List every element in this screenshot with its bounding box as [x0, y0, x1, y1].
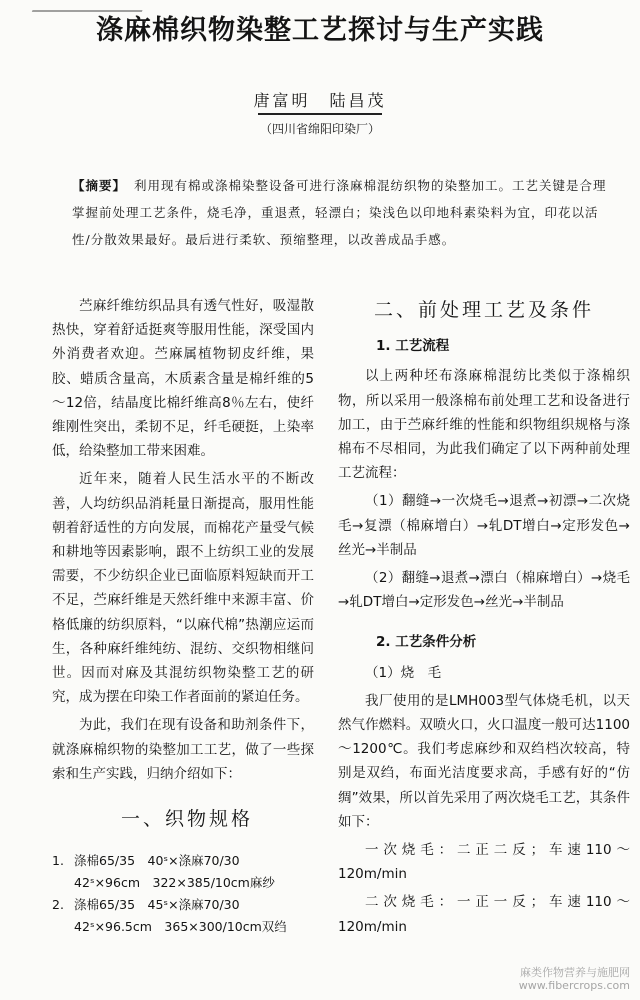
- right-column: [338, 294, 630, 943]
- spec-item: [52, 850, 322, 894]
- item-heading: （1）烧 毛: [365, 664, 442, 681]
- body-paragraph: 我厂使用的是LMH003型气体烧毛机，以天然气作燃料。双喷火口，火口温度一般可达1100～1200℃。我们考虑麻纱和双绉档次较高，特别是双绉，布面光洁度要求高，手感有好的“仿绸”效果，所以首先采用了两次烧毛工艺，其条件如下：: [338, 692, 630, 830]
- process-flow: （2）翻缝→退煮→漂白（棉麻增白）→烧毛→轧DT增白→定形发色→丝光→半制品: [338, 570, 630, 611]
- subsection-heading: 2. 工艺条件分析: [376, 634, 477, 651]
- spec-line: 42ˢ×96cm 322×385/10cm麻纱: [74, 875, 275, 890]
- abstract-block: [72, 172, 612, 253]
- spec-number: 2.: [52, 897, 64, 912]
- section-fabric-spec: [52, 808, 322, 938]
- author-affiliation: （四川省绵阳印染厂）: [259, 122, 380, 136]
- author-underline: [258, 113, 382, 115]
- section-heading: 一、织物规格: [120, 808, 253, 830]
- condition-line: 二次烧毛：一正一反；车速110～120m/min: [338, 894, 630, 935]
- spec-number: 1.: [52, 853, 64, 868]
- condition-line: 一次烧毛：二正二反；车速110～120m/min: [338, 842, 630, 883]
- spec-item: [52, 894, 322, 938]
- left-column: [52, 294, 314, 790]
- subsection-heading: 1. 工艺流程: [376, 338, 450, 355]
- section-heading: 二、前处理工艺及条件: [373, 299, 594, 321]
- body-paragraph: 近年来，随着人民生活水平的不断改善，人均纺织品消耗量日渐提高，服用性能朝着舒适性的方向发展，而棉花产量受气候和耕地等因素影响，跟不上纺织工业的发展需要，不少纺织企业已面临原料短缺而开工不足，苎麻纤维是天然纤维中来源丰富、价格低廉的纺织原料，“以麻代棉”热潮应运而生，各种麻纤维纯纺、混纺、交织物相继问世。因而对麻及其混纺织物染整工艺的研究，成为摆在印染工作者面前的紧迫任务。: [52, 471, 314, 706]
- spec-line: 涤棉65/35 40ˢ×涤麻70/30: [74, 853, 240, 868]
- paper-title: 涤麻棉织物染整工艺探讨与生产实践: [96, 15, 544, 46]
- site-watermark: [519, 966, 630, 992]
- body-paragraph: 为此，我们在现有设备和助剂条件下，就涤麻棉织物的染整加工工艺，做了一些探索和生产实践，归纳介绍如下：: [52, 717, 314, 782]
- abstract-text: 利用现有棉或涤棉染整设备可进行涤麻棉混纺织物的染整加工。工艺关键是合理掌握前处理工艺条件，烧毛净，重退煮，轻漂白；染浅色以印地科素染料为宜，印花以活性/分散效果最好。最后进行柔软、预缩整理，以改善成品手感。: [72, 178, 607, 247]
- process-flow: （1）翻缝→一次烧毛→退煮→初漂→二次烧毛→复漂（棉麻增白）→轧DT增白→定形发色→丝光→半制品: [338, 493, 630, 558]
- author-names: 唐富明 陆昌茂: [253, 91, 387, 110]
- abstract-tag: 【摘要】: [72, 178, 127, 193]
- spec-line: 42ˢ×96.5cm 365×300/10cm双绉: [74, 919, 287, 934]
- spec-line: 涤棉65/35 45ˢ×涤麻70/30: [74, 897, 240, 912]
- watermark-line: 麻类作物营养与施肥网: [520, 966, 630, 979]
- watermark-line: www.fibercrops.com: [518, 979, 630, 992]
- body-paragraph: 苎麻纤维纺织品具有透气性好，吸湿散热快，穿着舒适挺爽等服用性能，深受国内外消费者欢迎。苎麻属植物韧皮纤维，果胶、蜡质含量高，木质素含量是棉纤维的5～12倍，结晶度比棉纤维高8％左右，使纤维刚性突出，柔韧不足，纤毛硬挺，上染率低，给染整加工带来困难。: [52, 298, 314, 460]
- body-paragraph: 以上两种坯布涤麻棉混纺比类似于涤棉织物，所以采用一般涤棉布前处理工艺和设备进行加工，由于苎麻纤维的性能和织物组织规格与涤棉布不尽相同，为此我们确定了以下两种前处理工艺流程：: [338, 368, 630, 482]
